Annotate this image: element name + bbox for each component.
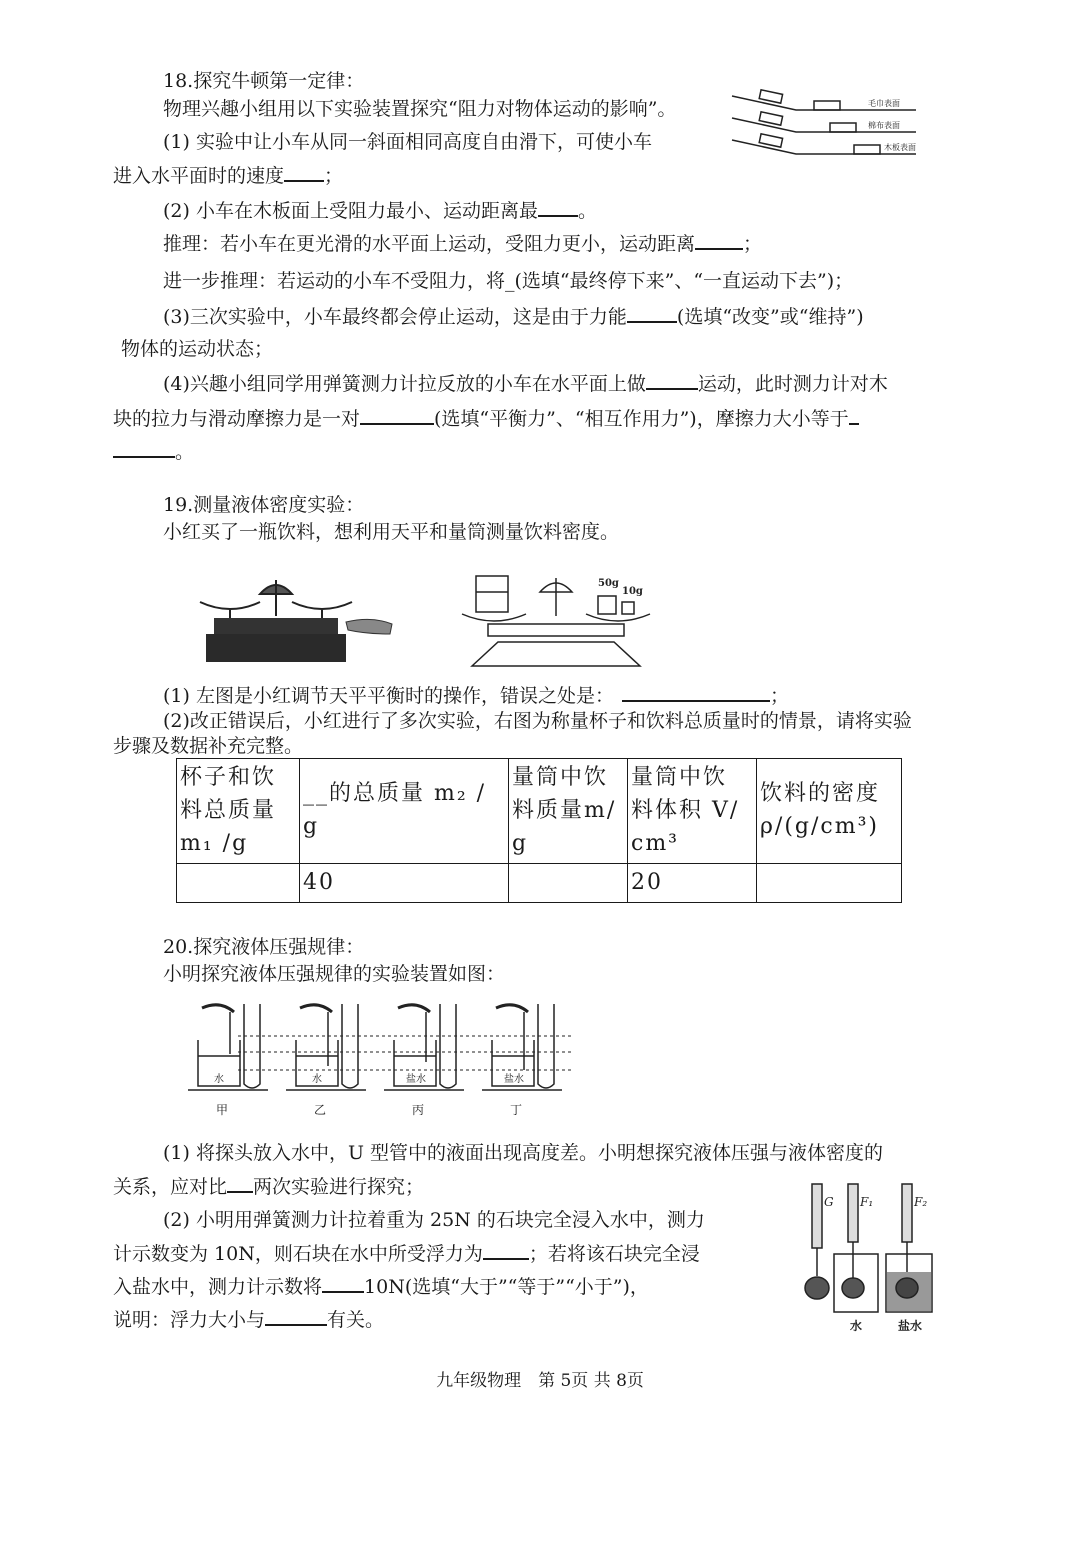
weight-50g xyxy=(598,596,616,614)
weight-10g xyxy=(622,602,634,614)
answer-blank[interactable] xyxy=(265,1306,327,1326)
fig-label-towel: 毛巾表面 xyxy=(868,99,900,108)
cart-3 xyxy=(759,134,782,147)
answer-blank[interactable] xyxy=(627,303,677,323)
answer-blank[interactable] xyxy=(849,405,859,425)
hand-icon xyxy=(346,619,392,634)
q20-part2-line3: 入盐水中，测力计示数将 10N(选填“大于”“等于”“小于”)， xyxy=(113,1273,649,1300)
balance-base xyxy=(206,634,346,662)
balance-figure-right xyxy=(458,570,666,670)
q20-part1-line2: 关系，应对比 两次实验进行探究； xyxy=(113,1173,424,1200)
left-pan xyxy=(462,614,526,621)
answer-blank[interactable] xyxy=(322,1273,364,1293)
q18-part2: (2) 小车在木板面上受阻力最小、运动距离最 。 xyxy=(163,197,597,224)
left-pan xyxy=(200,602,260,609)
q18-part4-line2: 块的拉力与滑动摩擦力是一对 (选填“平衡力”、“相互作用力”)，摩擦力大小等于 xyxy=(113,405,859,432)
right-pan xyxy=(292,602,352,609)
page-footer: 九年级物理 第 5页 共 8页 xyxy=(436,1371,644,1391)
q18-part4-line1: (4)兴趣小组同学用弹簧测力计拉反放的小车在水平面上做 运动，此时测力计对木 xyxy=(163,370,888,397)
answer-blank[interactable] xyxy=(227,1173,253,1193)
table-cell[interactable] xyxy=(177,864,300,903)
cart-5 xyxy=(830,123,856,132)
q20-part2-line4: 说明：浮力大小与 有关。 xyxy=(113,1306,384,1333)
q20-part2-line2: 计示数变为 10N，则石块在水中所受浮力为 ；若将该石块完全浸 xyxy=(113,1240,700,1267)
setup-jia xyxy=(188,1004,268,1090)
label-f1: F₁ xyxy=(860,1195,874,1209)
answer-blank[interactable] xyxy=(622,682,770,702)
liquid-label: 盐水 xyxy=(504,1074,524,1085)
spring-scale-f2 xyxy=(902,1184,912,1242)
answer-blank[interactable] xyxy=(284,162,324,182)
table-cell[interactable] xyxy=(757,864,902,903)
balance-beam xyxy=(488,624,624,636)
weight-label-10g: 10g xyxy=(622,586,643,597)
q20-intro: 小明探究液体压强规律的实验装置如图： xyxy=(163,963,506,985)
answer-blank[interactable] xyxy=(695,230,743,250)
liquid-label: 水 xyxy=(312,1074,322,1085)
q18-part3-line2: 物体的运动状态； xyxy=(121,338,274,360)
cart-2 xyxy=(759,112,782,125)
table-row xyxy=(177,864,902,903)
caption-yi: 乙 xyxy=(314,1103,327,1117)
label-f2: F₂ xyxy=(914,1195,928,1209)
balance-figure-left xyxy=(196,572,396,664)
balance-base xyxy=(472,642,640,666)
q20-part2-line1: (2) 小明用弹簧测力计拉着重为 25N 的石块完全浸入水中，测力 xyxy=(163,1209,705,1231)
label-saltwater: 盐水 xyxy=(898,1319,923,1333)
table-header-cell: 杯子和饮 料总质量 m₁ /g xyxy=(177,759,300,864)
label-g: G xyxy=(824,1195,834,1209)
fig-label-cotton: 棉布表面 xyxy=(868,121,900,130)
q18-reasoning: 推理：若小车在更光滑的水平面上运动，受阻力更小，运动距离 ； xyxy=(163,230,762,257)
q18-part4-line3: 。 xyxy=(113,438,194,465)
stone-f1 xyxy=(842,1278,864,1298)
table-header-cell: 量筒中饮 料质量m/ g xyxy=(509,759,628,864)
table-header-row xyxy=(177,759,902,864)
q18-part1-line1: (1) 实验中让小车从同一斜面相同高度自由滑下，可使小车 xyxy=(163,131,652,153)
caption-ding: 丁 xyxy=(510,1103,523,1117)
q20-title: 20.探究液体压强规律： xyxy=(163,936,365,958)
q18-part1-line2: 进入水平面时的速度 ； xyxy=(113,162,343,189)
spring-scale-f1 xyxy=(848,1184,858,1242)
spring-scale-g xyxy=(812,1184,822,1248)
table-header-cell: 饮料的密度 ρ/(g/cm³) xyxy=(757,759,902,864)
q18-part1-text: 进入水平面时的速度 xyxy=(113,165,285,187)
stone-f2 xyxy=(896,1278,918,1298)
q19-title: 19.测量液体密度实验： xyxy=(163,494,365,516)
cart-6 xyxy=(854,145,880,154)
table-cell[interactable] xyxy=(509,864,628,903)
beaker xyxy=(476,576,508,612)
cart-1 xyxy=(759,90,782,103)
q18-incline-figure xyxy=(726,88,926,158)
q19-part2-line2: 步骤及数据补充完整。 xyxy=(113,735,304,757)
caption-bing: 丙 xyxy=(412,1103,425,1117)
right-pan xyxy=(586,614,650,621)
answer-blank[interactable] xyxy=(483,1240,529,1260)
q20-part1-line1: (1) 将探头放入水中，U 型管中的液面出现高度差。小明想探究液体压强与液体密度的 xyxy=(163,1142,884,1164)
q18-intro: 物理兴趣小组用以下实验装置探究“阻力对物体运动的影响”。 xyxy=(163,98,677,120)
density-data-table xyxy=(176,758,902,903)
stone-g xyxy=(805,1277,829,1299)
answer-blank[interactable] xyxy=(646,370,698,390)
q18-further-reasoning: 进一步推理：若运动的小车不受阻力，将_(选填“最终停下来”、“一直运动下去”)； xyxy=(163,270,854,292)
table-cell: 20 xyxy=(628,864,757,903)
q19-part1: (1) 左图是小红调节天平平衡时的操作，错误之处是： ； xyxy=(163,682,789,709)
balance-beam xyxy=(214,618,338,634)
weight-label-50g: 50g xyxy=(598,578,619,589)
liquid-label: 盐水 xyxy=(406,1074,426,1085)
setup-yi xyxy=(286,1004,366,1090)
table-header-cell: __的总质量 m₂ / g xyxy=(300,759,509,864)
fig-label-wood: 木板表面 xyxy=(884,143,916,152)
pressure-experiment-figure xyxy=(178,996,598,1120)
label-water: 水 xyxy=(850,1319,863,1333)
cart-4 xyxy=(814,101,840,110)
watermark: ‌ xyxy=(336,528,384,586)
q18-part3-line1: (3)三次实验中，小车最终都会停止运动，这是由于力能 (选填“改变”或“维持”) xyxy=(163,303,864,330)
buoyancy-figure xyxy=(798,1180,946,1338)
table-cell: 40 xyxy=(300,864,509,903)
table-header-cell: 量筒中饮 料体积 V/ cm³ xyxy=(628,759,757,864)
caption-jia: 甲 xyxy=(216,1103,229,1117)
answer-blank[interactable] xyxy=(538,197,578,217)
answer-blank[interactable] xyxy=(360,405,434,425)
q18-title: 18.探究牛顿第一定律： xyxy=(163,70,365,92)
liquid-label: 水 xyxy=(214,1074,224,1085)
q19-intro: 小红买了一瓶饮料，想利用天平和量筒测量饮料密度。 xyxy=(163,521,620,543)
answer-blank[interactable] xyxy=(113,438,175,458)
q19-part2-line1: (2)改正错误后，小红进行了多次实验，右图为称量杯子和饮料总质量时的情景，请将实验 xyxy=(163,710,912,732)
